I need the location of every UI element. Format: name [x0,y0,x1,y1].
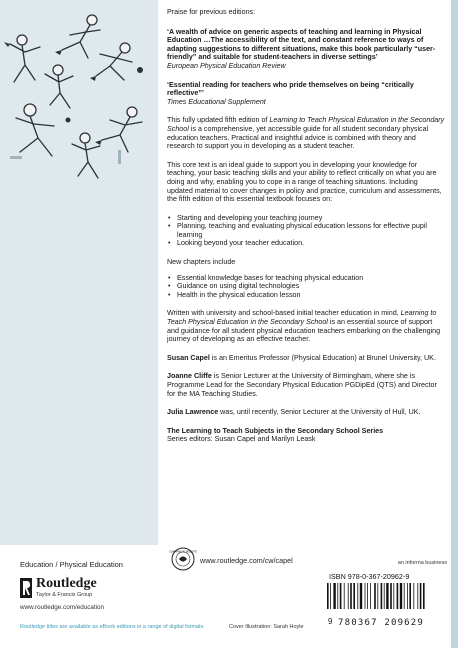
isbn-number: ISBN 978-0-367-20962-9 [329,572,410,581]
informa-tagline: an informa business [397,560,447,566]
barcode-bar [370,583,371,609]
barcode-bar [400,583,402,609]
barcode-bar [413,583,414,609]
publisher-group: Taylor & Francis Group [36,592,93,598]
subject-category: Education / Physical Education [20,560,123,569]
barcode-bar [367,583,368,609]
publisher-logo [20,577,160,598]
intro-paragraph-1: This fully updated fifth edition of Learning to Teach Physical Education in the Secondary School is a comprehensive, yet accessible guide for all student secondary physical education teachers. Practical and insightful advice is combined with theory and research to support you in developing as a student teacher. [167,116,445,151]
companion-website-url[interactable]: www.routledge.com/cw/capel [200,556,293,565]
barcode-bar [337,583,338,609]
barcode-bar [404,583,405,609]
author-bio-1: Susan Capel is an Emeritus Professor (Physical Education) at Brunel University, UK. [167,353,436,362]
barcode-bar [390,583,392,609]
series-title: The Learning to Teach Subjects in the Secondary School Series [167,426,384,435]
series-editors: Series editors: Susan Capel and Marilyn Leask [167,435,316,444]
right-edge-stripe [451,0,458,648]
barcode-bar [381,583,383,609]
illustration-figures [0,0,158,545]
barcode-bar [348,583,349,609]
barcode-bar [365,583,366,609]
routledge-logo-icon [20,578,32,598]
new-chapters-list [167,274,445,300]
written-paragraph: Written with university and school-based initial teacher education in mind, Learning to Teach Physical Education in the Secondary School is an essential source of support and guidance for all student physical education teachers embarking on the challenging journey of developing as an effective teacher. [167,309,441,344]
barcode-bar [333,583,335,609]
review-quote-1: ‘A wealth of advice on generic aspects of teaching and learning in Physical Education …The accessibility of the text, and constant reference to ways of adapting suggestions to different situations, make this book particularly “user-friendly” and suitable for student-teachers in diverse settings’ [167,27,436,62]
praise-heading: Praise for previous editions: [167,8,256,16]
barcode-bar [350,583,352,609]
publisher-website[interactable]: www.routledge.com/education [20,604,105,611]
barcode-bar [357,583,358,609]
list-item: • Essential knowledge bases for teaching physical education [167,274,445,283]
publisher-name: Routledge [36,576,97,591]
barcode-bar [386,583,388,609]
barcode-block [324,560,449,614]
list-item: • Starting and developing your teaching journey [167,214,445,223]
barcode-bar [420,583,422,609]
barcode-bar [330,583,331,609]
barcode-bar [417,583,418,609]
barcode-bar [374,583,376,609]
publisher-block [20,560,160,611]
barcode-bar [340,583,342,609]
barcode-bar [327,583,329,609]
barcode-bar [409,583,411,609]
barcode-bar [423,583,425,609]
review-source-2: Times Educational Supplement [167,97,266,106]
companion-badge-label: COMPANION WEBSITE [168,550,198,554]
list-item: • Guidance on using digital technologies [167,282,445,291]
author-bio-2: Joanne Cliffe is Senior Lecturer at the University of Birmingham, where she is Programme Lead for the Secondary Physical Education PGDipEd (QTS) and Director for the MA Teaching Studies. [167,372,437,398]
new-chapters-heading: New chapters include [167,258,236,267]
list-item: • Planning, teaching and evaluating physical education lessons for effective pupil learning [167,222,445,239]
companion-website-icon [168,547,198,571]
list-item: • Looking beyond your teacher education. [167,239,445,248]
barcode-bar [397,583,399,609]
barcode-lead-digit: 9 [328,617,333,626]
ebook-note: Routledge titles are available as eBook editions in a range of digital formats [20,624,204,630]
barcode-bar [377,583,378,609]
barcode-bar [344,583,345,609]
barcode-bar [353,583,355,609]
barcode-bar [393,583,394,609]
back-cover-text [167,8,445,444]
intro-paragraph-2: This core text is an ideal guide to support you in developing your knowledge for teaching, your basic teaching skills and your ability to reflect critically on what you are doing and why, enabling you to cope in a range of teaching situations. Including updated material to cover changes in policy and practice, curriculum and assessments, the fifth edition of this essential textbook focuses on: [167,160,442,204]
author-bio-3: Julia Lawrence was, until recently, Senior Lecturer at the University of Hull, UK. [167,408,421,417]
review-source-1: European Physical Education Review [167,61,286,70]
cover-credit: Cover Illustration: Sarah Hoyle [229,624,304,630]
barcode-bar [407,583,408,609]
barcode-digits: 780367 209629 [338,618,425,628]
list-item: • Health in the physical education lesson [167,291,445,300]
barcode-bar [384,583,385,609]
barcode-bars [326,583,444,609]
barcode-bar [360,583,362,609]
review-quote-2: ‘Essential reading for teachers who pride themselves on being “critically reflective”’ [167,80,414,98]
cover-illustration [0,0,158,545]
focus-list [167,214,445,248]
